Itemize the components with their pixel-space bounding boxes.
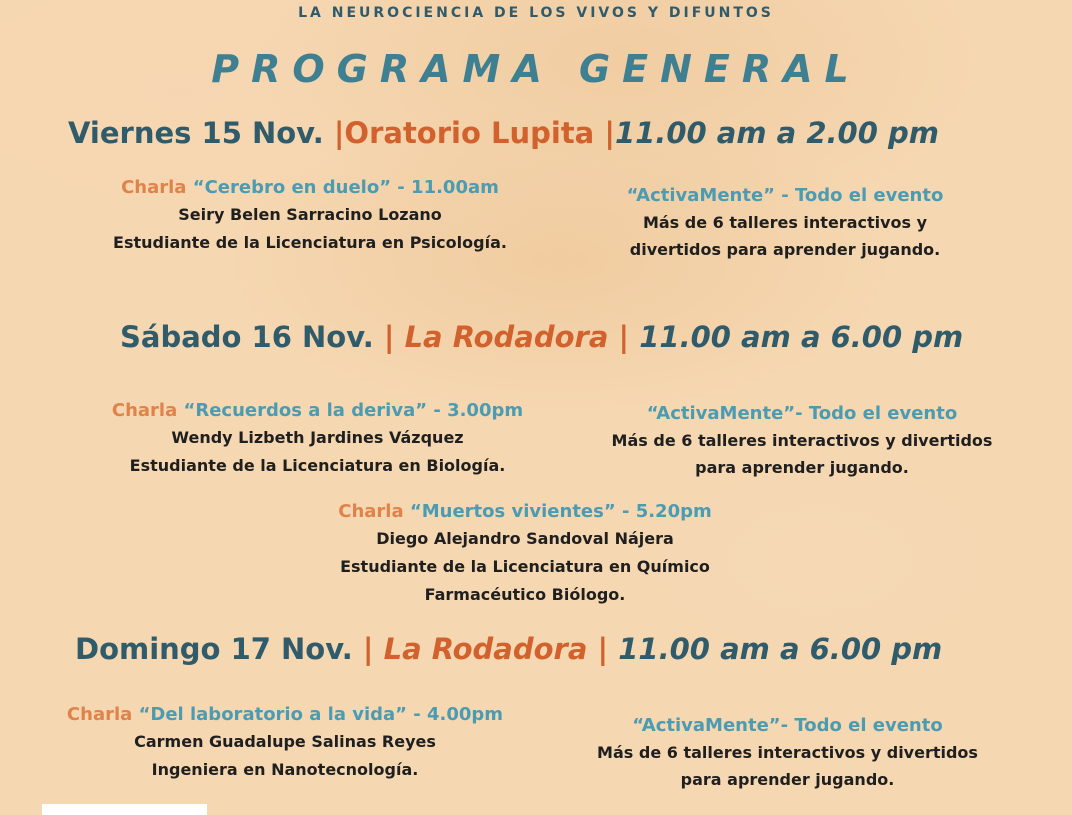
- separator: |: [362, 632, 374, 666]
- activity-line: divertidos para aprender jugando.: [629, 240, 941, 259]
- separator: |: [604, 116, 615, 150]
- talk-title: “Recuerdos a la deriva” - 3.00pm: [183, 400, 524, 421]
- separator: |: [383, 320, 395, 354]
- talk-block: [290, 499, 760, 609]
- separator: |: [597, 632, 609, 666]
- talk-title: “Cerebro en duelo” - 11.00am: [192, 177, 499, 198]
- page-title: PROGRAMA GENERAL: [211, 47, 861, 91]
- talk-role: Farmacéutico Biólogo.: [424, 585, 626, 604]
- separator: |: [618, 320, 630, 354]
- day-heading-sunday: [75, 632, 942, 666]
- day-venue: La Rodadora: [404, 320, 609, 354]
- event-subtitle: LA NEUROCIENCIA DE LOS VIVOS Y DIFUNTOS: [298, 5, 774, 21]
- day-time: 11.00 am a 6.00 pm: [618, 632, 943, 666]
- activity-block: [570, 183, 1000, 263]
- white-box: [42, 804, 207, 815]
- day-time: 11.00 am a 2.00 pm: [614, 116, 939, 150]
- talk-speaker: Carmen Guadalupe Salinas Reyes: [134, 732, 436, 751]
- activity-title: “ActivaMente”- Todo el evento: [646, 403, 958, 424]
- talk-title: “Muertos vivientes” - 5.20pm: [409, 501, 712, 522]
- talk-title: “Del laboratorio a la vida” - 4.00pm: [138, 704, 504, 725]
- talk-block: [60, 175, 560, 257]
- day-time: 11.00 am a 6.00 pm: [639, 320, 964, 354]
- activity-line: Más de 6 talleres interactivos y: [642, 213, 928, 232]
- day-date: Domingo 17 Nov.: [75, 632, 353, 666]
- talk-role: Estudiante de la Licenciatura en Psicología.: [113, 233, 507, 252]
- activity-line: Más de 6 talleres interactivos y divertidos: [611, 431, 993, 450]
- talk-kind: Charla: [338, 501, 404, 522]
- talk-title-line: [290, 499, 760, 525]
- talk-kind: Charla: [121, 177, 187, 198]
- day-date: Sábado 16 Nov.: [120, 320, 374, 354]
- talk-block: [20, 702, 550, 784]
- activity-line: Más de 6 talleres interactivos y divertidos: [597, 743, 978, 762]
- talk-block: [65, 398, 570, 480]
- activity-line: para aprender jugando.: [680, 770, 895, 789]
- talk-speaker: Seiry Belen Sarracino Lozano: [178, 205, 442, 224]
- talk-title-line: [20, 702, 550, 728]
- talk-kind: Charla: [66, 704, 133, 725]
- activity-block: [555, 713, 1020, 793]
- separator: |: [333, 116, 345, 150]
- talk-kind: Charla: [111, 400, 178, 421]
- day-date: Viernes 15 Nov.: [68, 116, 324, 150]
- day-venue: La Rodadora: [383, 632, 588, 666]
- activity-title: “ActivaMente” - Todo el evento: [626, 185, 944, 206]
- talk-speaker: Wendy Lizbeth Jardines Vázquez: [171, 428, 464, 447]
- day-heading-friday: [68, 116, 939, 150]
- talk-role: Estudiante de la Licenciatura en Químico: [340, 557, 710, 576]
- talk-role: Estudiante de la Licenciatura en Biología.: [129, 456, 506, 475]
- activity-line: para aprender jugando.: [695, 458, 909, 477]
- talk-speaker: Diego Alejandro Sandoval Nájera: [376, 529, 674, 548]
- talk-title-line: [65, 398, 570, 424]
- talk-role: Ingeniera en Nanotecnología.: [151, 760, 419, 779]
- day-heading-saturday: [120, 320, 963, 354]
- activity-block: [572, 401, 1032, 481]
- talk-title-line: [60, 175, 560, 201]
- day-venue: Oratorio Lupita: [344, 116, 595, 150]
- activity-title: “ActivaMente”- Todo el evento: [632, 715, 943, 736]
